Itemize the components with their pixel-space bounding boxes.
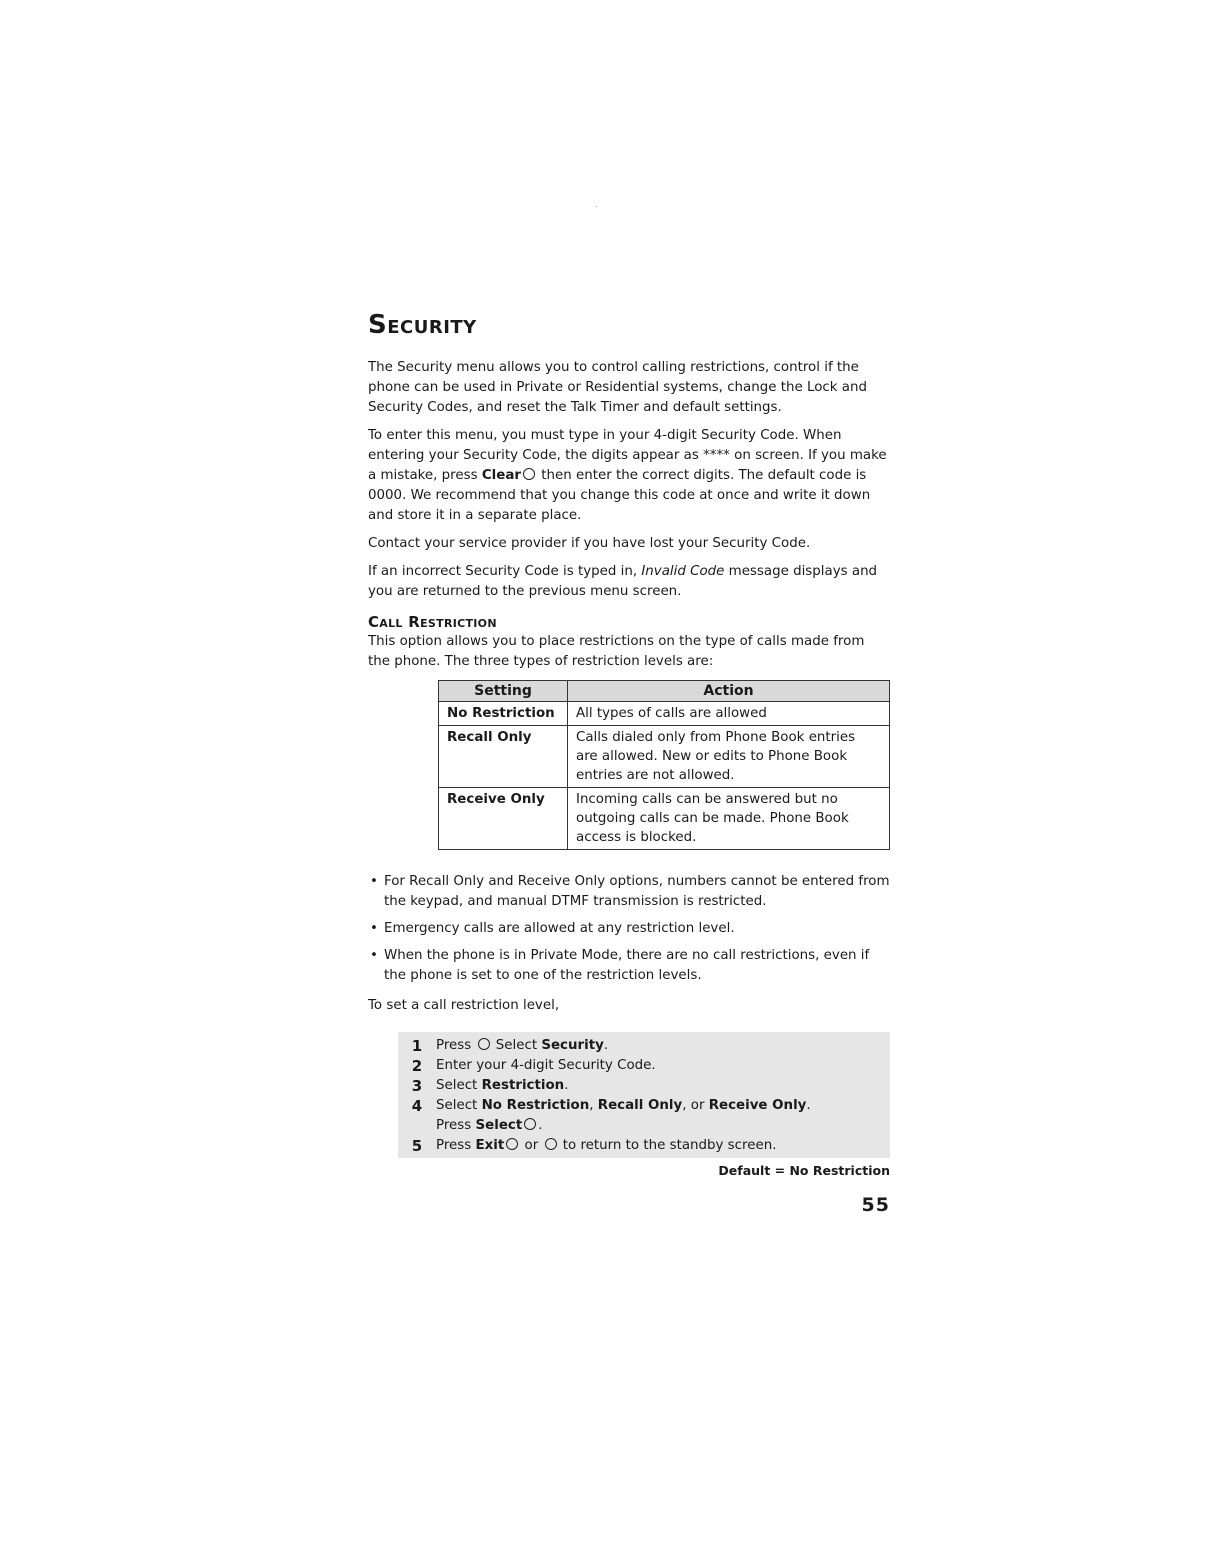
- table-row: [439, 788, 890, 850]
- action-cell: Calls dialed only from Phone Book entries are allowed. New or edits to Phone Book entries are not allowed.: [568, 726, 890, 788]
- step-fragment: Select: [436, 1078, 482, 1093]
- step-fragment: or: [520, 1138, 543, 1153]
- step-fragment: .: [538, 1118, 543, 1133]
- para-text: then enter the correct digits. The default code is 0000. We recommend that you change this code at once and write it down and store it in a separate place.: [368, 468, 871, 523]
- clear-key-label: Clear: [481, 468, 521, 483]
- steps-box: [398, 1032, 890, 1158]
- step-text: Enter your 4-digit Security Code.: [436, 1058, 656, 1073]
- list-item: • When the phone is in Private Mode, there are no call restrictions, even if the phone is set to one of the restriction levels.: [368, 946, 890, 986]
- page-number: 55: [861, 1194, 890, 1216]
- para-text: If an incorrect Security Code is typed in,: [368, 564, 642, 579]
- table-header-row: [439, 681, 890, 702]
- step-number: 3: [411, 1077, 423, 1095]
- intro-paragraph: The Security menu allows you to control calling restrictions, control if the phone can be used in Private or Residential systems, change the Lock and Security Codes, and reset the Talk Timer and default settings.: [368, 360, 867, 415]
- scan-speck: [596, 206, 597, 207]
- page-title: Security: [368, 310, 477, 340]
- table-row: [439, 702, 890, 726]
- step-fragment: to return to the standby screen.: [558, 1138, 777, 1153]
- para-text: To enter this menu, you must type in your 4-digit Security Code. When entering your Security Code, the digits appear as **** on screen. If you make a mistake, press: [368, 428, 887, 483]
- step-text: [436, 1096, 890, 1136]
- step-number: 1: [411, 1037, 423, 1055]
- section-heading: Call Restriction: [368, 613, 497, 631]
- step-option: Security: [541, 1038, 604, 1053]
- step-number: 5: [411, 1137, 423, 1155]
- column-header-setting: Setting: [439, 681, 568, 702]
- security-code-paragraph: [368, 426, 890, 526]
- default-note: Default = No Restriction: [718, 1163, 890, 1178]
- step-fragment: Press: [436, 1118, 476, 1133]
- step-fragment: Select: [436, 1098, 482, 1113]
- select-key-icon: [524, 1118, 536, 1130]
- section-intro: This option allows you to place restrictions on the type of calls made from the phone. The three types of restriction levels are:: [368, 634, 865, 669]
- exit-key-icon: [506, 1138, 518, 1150]
- invalid-code-message: Invalid Code: [641, 564, 725, 579]
- step-fragment: Select: [491, 1038, 542, 1053]
- setting-cell: Recall Only: [439, 726, 568, 788]
- step-number: 2: [411, 1057, 423, 1075]
- restriction-table: [438, 680, 890, 850]
- table-row: [439, 726, 890, 788]
- step-text: [436, 1036, 890, 1056]
- menu-key-icon: [478, 1038, 490, 1050]
- manual-page: [368, 300, 890, 1216]
- notes-list: [368, 872, 890, 986]
- step-fragment: , or: [682, 1098, 709, 1113]
- step-fragment: Press: [436, 1038, 476, 1053]
- step-fragment: ,: [589, 1098, 598, 1113]
- step-option: Select: [475, 1118, 523, 1133]
- step-option: Recall Only: [597, 1098, 683, 1113]
- step-4: [398, 1096, 890, 1136]
- step-2: [398, 1056, 890, 1076]
- list-item: • For Recall Only and Receive Only options, numbers cannot be entered from the keypad, and manual DTMF transmission is restricted.: [368, 872, 890, 912]
- step-3: [398, 1076, 890, 1096]
- step-text: [436, 1136, 890, 1156]
- clear-key-icon: [523, 468, 535, 480]
- step-1: [398, 1036, 890, 1056]
- action-cell: Incoming calls can be answered but no outgoing calls can be made. Phone Book access is blocked.: [568, 788, 890, 850]
- end-key-icon: [545, 1138, 557, 1150]
- step-option: Restriction: [481, 1078, 565, 1093]
- para-text: message displays and you are returned to the previous menu screen.: [368, 564, 878, 599]
- step-5: [398, 1136, 890, 1156]
- step-fragment: .: [564, 1078, 569, 1093]
- list-item: • Emergency calls are allowed at any restriction level.: [368, 919, 890, 939]
- step-number: 4: [411, 1097, 423, 1115]
- step-fragment: Press: [436, 1138, 476, 1153]
- step-text: [436, 1076, 890, 1096]
- action-cell: All types of calls are allowed: [568, 702, 890, 726]
- step-fragment: .: [603, 1038, 609, 1053]
- setting-cell: No Restriction: [439, 702, 568, 726]
- step-option: No Restriction: [481, 1098, 590, 1113]
- contact-paragraph: Contact your service provider if you have lost your Security Code.: [368, 536, 811, 551]
- setting-cell: Receive Only: [439, 788, 568, 850]
- step-fragment: .: [806, 1098, 811, 1113]
- step-option: Exit: [475, 1138, 505, 1153]
- step-option: Receive Only: [708, 1098, 807, 1113]
- steps-intro: To set a call restriction level,: [368, 998, 560, 1013]
- column-header-action: Action: [568, 681, 890, 702]
- invalid-code-paragraph: [368, 562, 890, 602]
